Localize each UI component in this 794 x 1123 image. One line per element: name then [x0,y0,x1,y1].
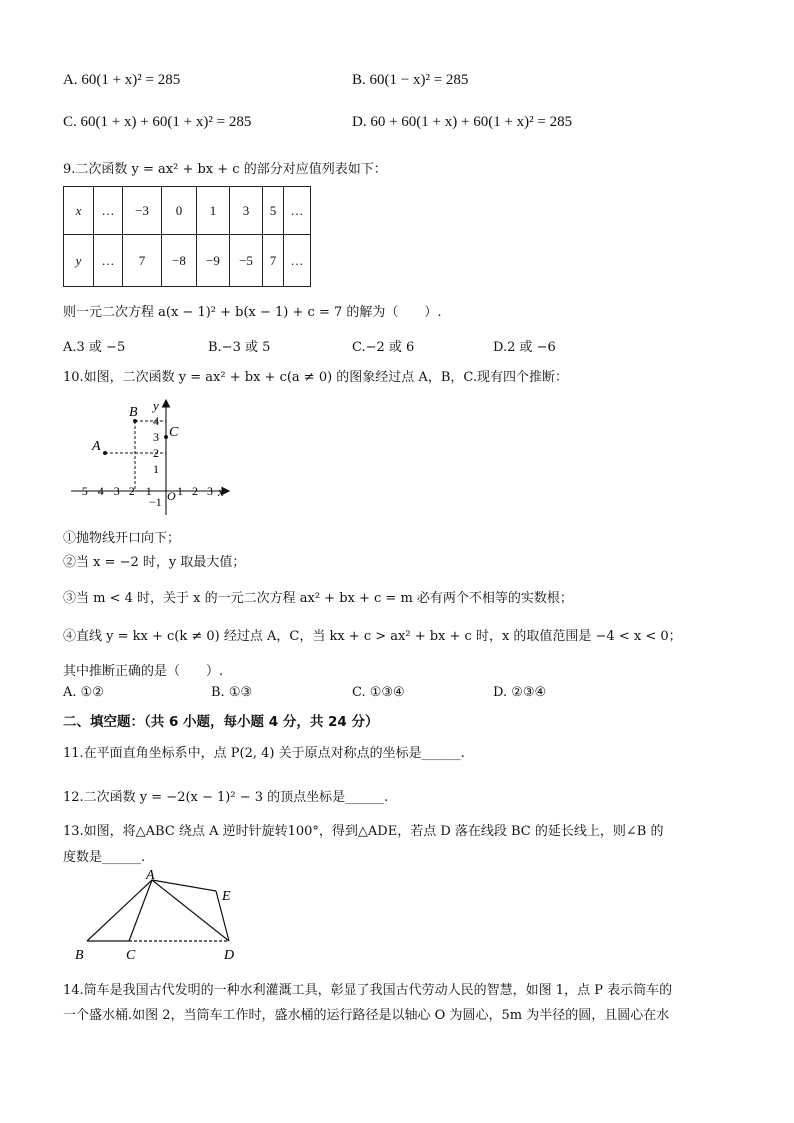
y-tick: 2 [153,446,159,460]
axis-label-x: x [218,484,224,499]
table-cell: … [94,187,123,235]
point-c [164,435,168,439]
section-heading: 二、填空题：（共 6 小题，每小题 4 分，共 24 分） [63,714,379,730]
q8-option-d: D. 60 + 60(1 + x) + 60(1 + x)² = 285 [352,114,573,130]
x-tick: 3 [207,484,213,498]
table-cell: … [284,235,311,287]
y-tick: −1 [149,495,162,509]
q10-option-b: B. ①③ [211,685,253,700]
label-b: B [75,948,84,963]
q10-option-d: D. ②③④ [493,685,547,700]
x-tick: 2 [192,484,198,498]
table-cell: 7 [263,235,284,287]
q10-option-c: C. ①③④ [352,685,405,700]
origin-label: O [167,489,176,503]
table-cell: −8 [162,235,197,287]
segment-ac [129,880,152,941]
label-c: C [126,948,136,963]
table-cell: 5 [263,187,284,235]
table-row-y [64,235,311,287]
q12-text: 12.二次函数 y = −2(x − 1)² − 3 的顶点坐标是______. [63,790,389,805]
point-a [103,451,107,455]
table-cell: 0 [162,187,197,235]
label-b: B [129,405,138,420]
y-tick: 3 [153,430,159,444]
q8-option-b: B. 60(1 − x)² = 285 [352,72,469,88]
table-cell: 1 [197,187,230,235]
q13-line-1: 13.如图，将△ABC 绕点 A 逆时针旋转100°，得到△ADE，若点 D 落在线段 BC 的延长线上，则∠B 的 [63,824,664,839]
label-a: A [146,868,155,883]
y-tick: 1 [153,462,159,476]
table-cell: −3 [123,187,162,235]
q9-option-b: B.−3 或 5 [208,340,271,355]
q8-option-c: C. 60(1 + x) + 60(1 + x)² = 285 [63,114,252,130]
table-cell: … [284,187,311,235]
label-d: D [224,948,235,963]
segment-ad [152,880,229,941]
axis-label-y: y [153,398,159,413]
table-header-y: y [64,235,94,287]
segment-ab [87,880,152,941]
q10-stem: 10.如图，二次函数 y = ax² + bx + c(a ≠ 0) 的图象经过点 A，B，C.现有四个推断： [63,370,568,385]
x-tick: −5 [75,484,88,498]
q10-statement-2: ②当 x = −2 时，y 取最大值； [63,555,246,570]
table-cell: 3 [230,187,263,235]
q9-value-table [63,186,311,287]
x-tick: −3 [107,484,120,498]
x-tick: −1 [139,484,152,498]
q10-option-a: A. ①② [63,685,104,700]
y-tick: 4 [153,414,159,428]
table-cell: 7 [123,235,162,287]
q10-statement-1: ①抛物线开口向下； [63,531,181,546]
x-tick: −2 [122,484,135,498]
x-tick: −4 [91,484,104,498]
label-e: E [222,889,231,904]
x-tick: 1 [177,484,183,498]
q9-option-d: D.2 或 −6 [493,340,556,355]
q14-line-2: 一个盛水桶.如图 2，当筒车工作时，盛水桶的运行路径是以轴心 O 为圆心，5m 为半径的圆，且圆心在水 [63,1008,670,1023]
q13-line-2: 度数是______. [63,850,146,865]
q13-figure [70,866,250,966]
table-row-x [64,187,311,235]
q9-option-a: A.3 或 −5 [63,340,126,355]
q14-line-1: 14.筒车是我国古代发明的一种水利灌溉工具，彰显了我国古代劳动人民的智慧，如图 1，点 P 表示筒车的 [63,983,673,998]
table-cell: −5 [230,235,263,287]
q10-question: 其中推断正确的是（ ）. [63,664,224,679]
segment-ae [152,880,216,891]
q10-graph [63,395,238,520]
q9-option-c: C.−2 或 6 [352,340,415,355]
q10-statement-3: ③当 m < 4 时，关于 x 的一元二次方程 ax² + bx + c = m 必有两个不相等的实数根； [63,591,573,606]
q10-statement-4: ④直线 y = kx + c(k ≠ 0) 经过点 A，C，当 kx + c > ax² + bx + c 时，x 的取值范围是 −4 < x < 0； [63,629,682,644]
q9-stem: 9.二次函数 y = ax² + bx + c 的部分对应值列表如下： [63,162,387,177]
label-c: C [169,425,179,440]
table-header-x: x [64,187,94,235]
q11-text: 11.在平面直角坐标系中，点 P(2, 4) 关于原点对称点的坐标是______. [63,746,465,761]
table-cell: … [94,235,123,287]
q9-question: 则一元二次方程 a(x − 1)² + b(x − 1) + c = 7 的解为（ ）. [63,305,442,320]
label-a: A [92,439,101,454]
table-cell: −9 [197,235,230,287]
q8-option-a: A. 60(1 + x)² = 285 [63,72,181,88]
